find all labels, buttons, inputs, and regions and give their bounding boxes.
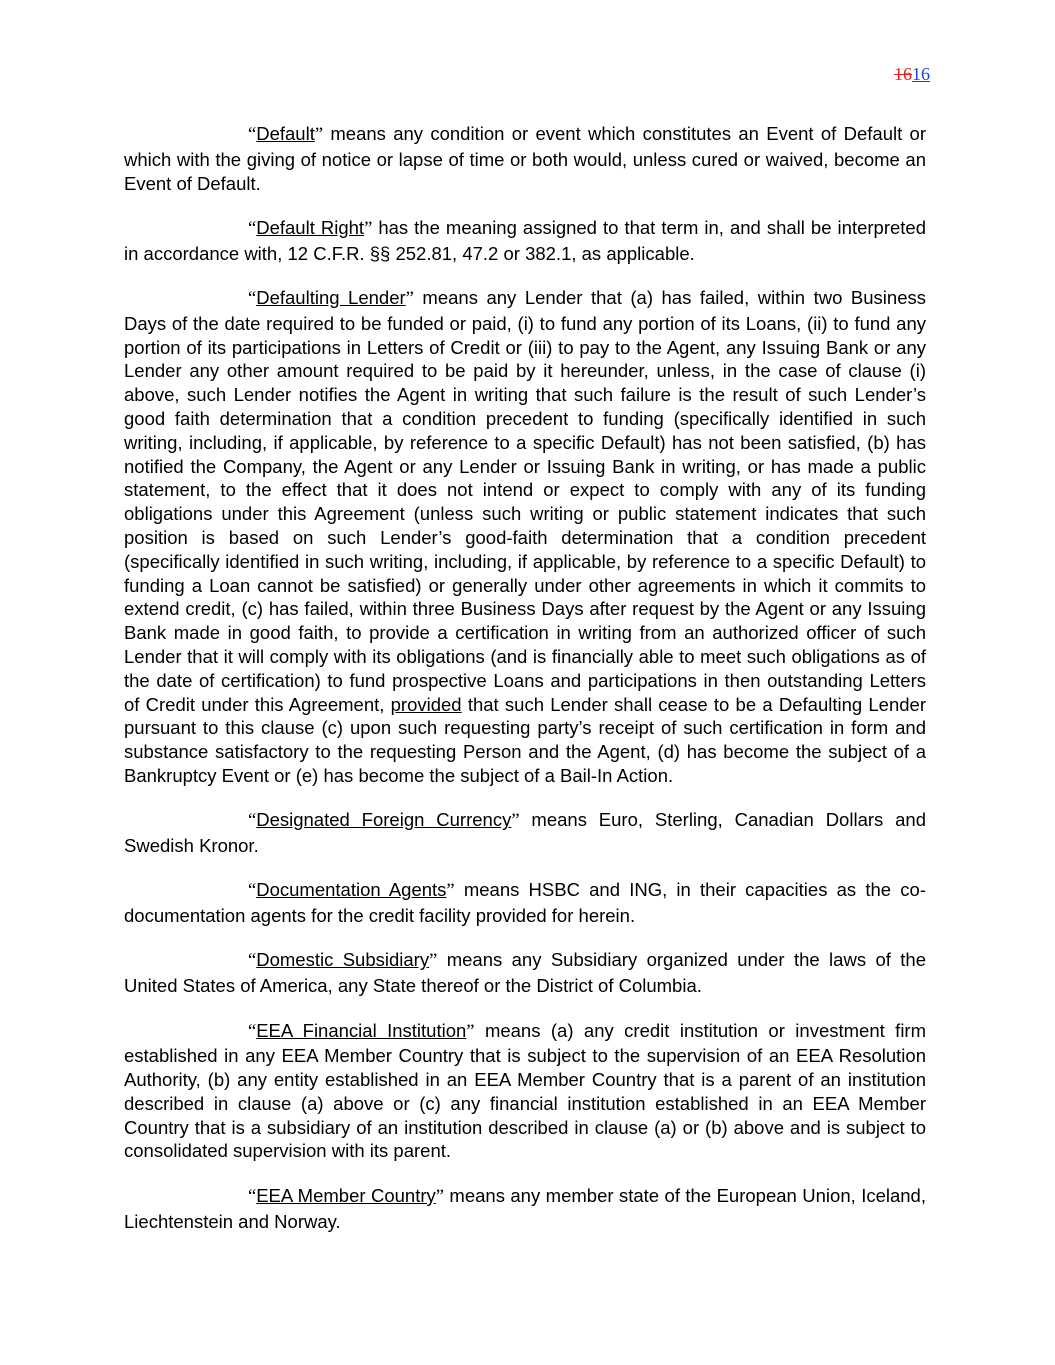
provided-term: provided — [390, 693, 462, 715]
deleted-page-number: 16 — [894, 64, 912, 84]
page-number — [894, 64, 930, 85]
definition-text: means any member state of the European Union, Iceland, Liechtenstein and Norway. — [124, 1184, 926, 1232]
defined-term: Designated Foreign Currency — [256, 809, 512, 831]
definition-text: means Euro, Sterling, Canadian Dollars and Swedish Kronor. — [124, 809, 926, 857]
definition-documentation-agents: “Documentation Agents” means HSBC and ING, in their capacities as the co-documentation agents for the credit facility provided for herein. — [124, 879, 926, 927]
definition-eea-financial-institution: “EEA Financial Institution” means (a) any credit institution or investment firm established in any EEA Member Country that is subject to the supervision of an EEA Resolution Authority, (b) any entity established in an EEA Member Country that is a parent of an institution described in clause (a) above or (c) any financial institution established in an EEA Member Country that is a subsidiary of an institution described in clause (a) or (b) above and is subject to consolidated supervision with its parent. — [124, 1019, 926, 1162]
definition-designated-foreign-currency: “Designated Foreign Currency” means Euro, Sterling, Canadian Dollars and Swedish Kronor. — [124, 809, 926, 857]
definition-text: means any Lender that (a) has failed, within two Business Days of the date required to be funded or paid, (i) to fund any portion of its Loans, (ii) to fund any portion of its participations in Letters of Credit or (iii) to pay to the Agent, any Issuing Bank or any Lender any other amount required to be paid by it hereunder, unless, in the case of clause (i) above, such Lender notifies the Agent in writing that such failure is the result of such Lender’s good faith determination that a condition precedent to funding (specifically identified in such writing, including, if applicable, by reference to a specific Default) has not been satisfied, (b) has notified the Company, the Agent or any Lender or Issuing Bank in writing, or has made a public statement, to the effect that it does not intend or expect to comply with any of its funding obligations under this Agreement (unless such writing or public statement indicates that such position is based on such Lender’s good-faith determination that a condition precedent (specifically identified in such writing, including, if applicable, by reference to a specific Default) to funding a Loan cannot be satisfied) or generally under other agreements in which it commits to extend credit, (c) has failed, within three Business Days after request by the Agent or any Issuing Bank made in good faith, to provide a certification in writing from an authorized officer of such Lender that it will comply with its obligations (and is financially able to meet such obligations as of the date of certification) to fund prospective Loans and participations in then outstanding Letters of Credit under this Agreement, — [124, 286, 926, 715]
inserted-page-number: 16 — [912, 64, 930, 84]
defined-term: Defaulting Lender — [256, 286, 406, 308]
definition-text: means (a) any credit institution or investment firm established in any EEA Member Country that is subject to the supervision of an EEA Resolution Authority, (b) any entity established in an EEA Member Country that is a parent of an institution described in clause (a) above or (c) any financial institution established in an EEA Member Country that is a subsidiary of an institution described in clause (a) or (b) above and is subject to consolidated supervision with its parent. — [124, 1019, 926, 1162]
definitions-list — [124, 122, 926, 1254]
defined-term: Documentation Agents — [256, 879, 447, 901]
defined-term: EEA Financial Institution — [256, 1019, 467, 1041]
defined-term: EEA Member Country — [256, 1184, 436, 1206]
definition-default: “Default” means any condition or event which constitutes an Event of Default or which with the giving of notice or lapse of time or both would, unless cured or waived, become an Event of Default. — [124, 123, 926, 194]
definition-domestic-subsidiary: “Domestic Subsidiary” means any Subsidiary organized under the laws of the United States of America, any State thereof or the District of Columbia. — [124, 949, 926, 997]
defined-term: Default Right — [256, 216, 365, 238]
definition-text: means HSBC and ING, in their capacities as the co-documentation agents for the credit facility provided for herein. — [124, 879, 926, 927]
definition-defaulting-lender: “Defaulting Lender” means any Lender that (a) has failed, within two Business Days of the date required to be funded or paid, (i) to fund any portion of its Loans, (ii) to fund any portion of its participations in Letters of Credit or (iii) to pay to the Agent, any Issuing Bank or any Lender any other amount required to be paid by it hereunder, unless, in the case of clause (i) above, such Lender notifies the Agent in writing that such failure is the result of such Lender’s good faith determination that a condition precedent to funding (specifically identified in such writing, including, if applicable, by reference to a specific Default) has not been satisfied, (b) has notified the Company, the Agent or any Lender or Issuing Bank in writing, or has made a public statement, to the effect that it does not intend or expect to comply with any of its funding obligations under this Agreement (unless such writing or public statement indicates that such position is based on such Lender’s good-faith determination that a condition precedent (specifically identified in such writing, including, if applicable, by reference to a specific Default) to funding a Loan cannot be satisfied) or generally under other agreements in which it commits to extend credit, (c) has failed, within three Business Days after request by the Agent or any Issuing Bank made in good faith, to provide a certification in writing from an authorized officer of such Lender that it will comply with its obligations (and is financially able to meet such obligations as of the date of certification) to fund prospective Loans and participations in then outstanding Letters of Credit under this Agreement, provided that such Lender shall cease to be a Defaulting Lender pursuant to this clause (c) upon such requesting party’s receipt of such certification in form and substance satisfactory to the requesting Person and the Agent, (d) has become the subject of a Bankruptcy Event or (e) has become the subject of a Bail-In Action. — [124, 286, 926, 786]
definition-eea-member-country: “EEA Member Country” means any member state of the European Union, Iceland, Liechtenstein and Norway. — [124, 1184, 926, 1232]
definition-text: means any Subsidiary organized under the laws of the United States of America, any State thereof or the District of Columbia. — [124, 949, 926, 997]
definition-text-continued: that such Lender shall cease to be a Defaulting Lender pursuant to this clause (c) upon such requesting party’s receipt of such certification in form and substance satisfactory to the requesting Person and the Agent, (d) has become the subject of a Bankruptcy Event or (e) has become the subject of a Bail-In Action. — [124, 693, 926, 786]
defined-term: Domestic Subsidiary — [256, 949, 430, 971]
definition-default-right: “Default Right” has the meaning assigned to that term in, and shall be interpreted in accordance with, 12 C.F.R. §§ 252.81, 47.2 or 382.1, as applicable. — [124, 216, 926, 264]
definition-text: means any condition or event which constitutes an Event of Default or which with the giving of notice or lapse of time or both would, unless cured or waived, become an Event of Default. — [124, 123, 926, 194]
definition-text: has the meaning assigned to that term in, and shall be interpreted in accordance with, 12 C.F.R. §§ 252.81, 47.2 or 382.1, as applicable. — [124, 216, 926, 264]
defined-term: Default — [256, 123, 315, 144]
